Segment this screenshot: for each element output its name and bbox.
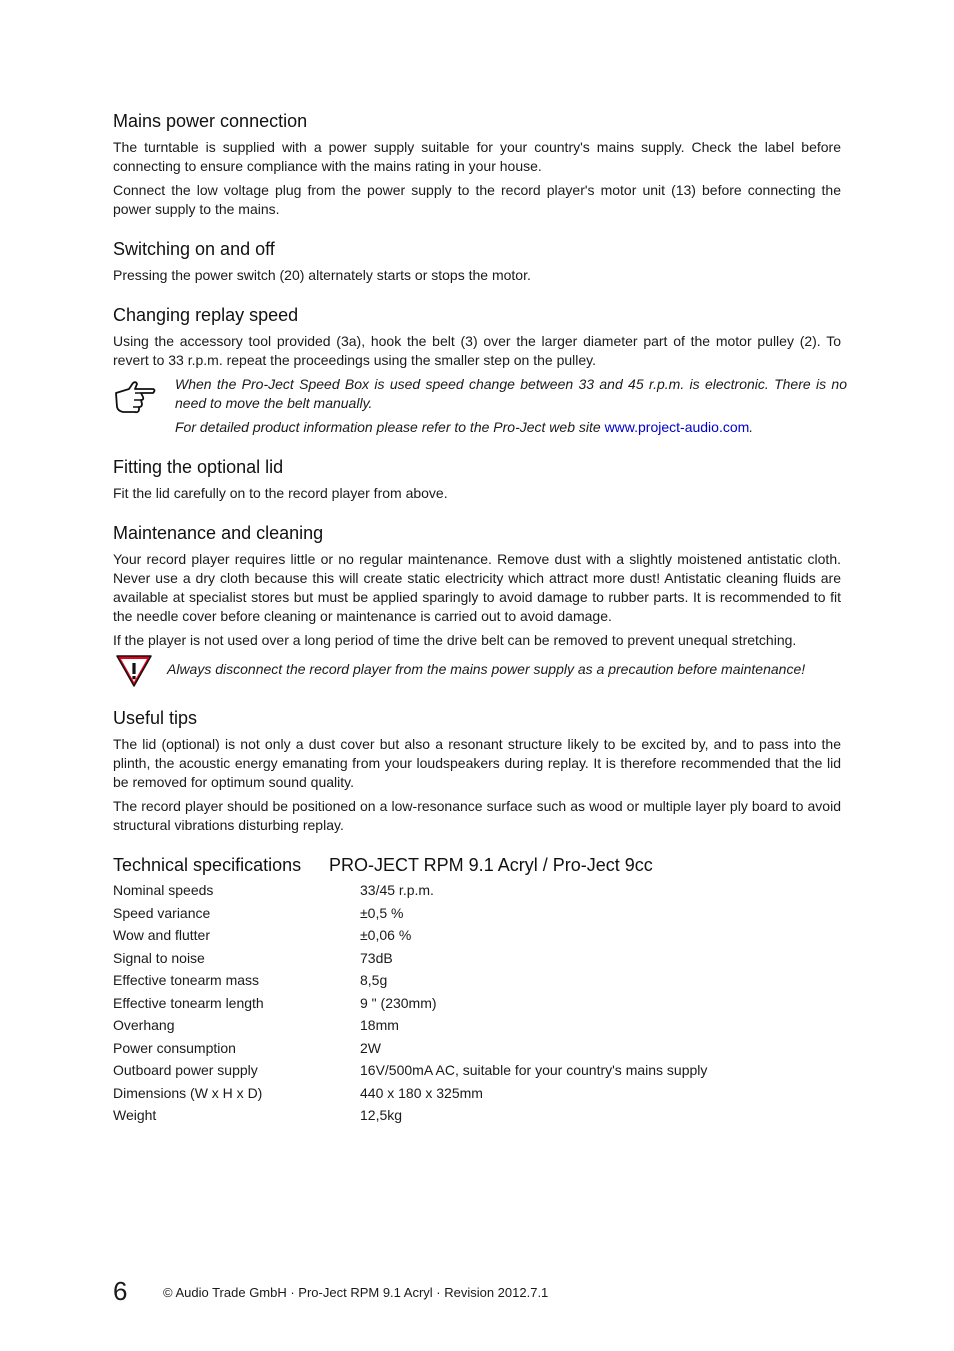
spec-row xyxy=(113,972,707,995)
document-page xyxy=(113,110,847,1149)
website-link[interactable]: www.project-audio.com xyxy=(604,419,750,435)
spec-label: Outboard power supply xyxy=(113,1062,258,1078)
note-text-suffix: . xyxy=(749,419,754,435)
spec-row xyxy=(113,882,707,905)
spec-label: Wow and flutter xyxy=(113,927,211,943)
section-maintenance xyxy=(113,522,841,688)
paragraph: The record player should be positioned on a low-resonance surface such as wood or multiple layer ply board to avoid structural vibrations disturbing replay. xyxy=(113,798,841,833)
heading-lid: Fitting the optional lid xyxy=(113,457,284,477)
paragraph: Connect the low voltage plug from the power supply to the record player's motor unit (13) before connecting the power supply to the mains. xyxy=(113,182,841,217)
note-text-prefix: For detailed product information please refer to the Pro-Ject web site xyxy=(175,419,605,435)
section-mains-power xyxy=(113,110,841,219)
paragraph: The lid (optional) is not only a dust cover but also a resonant structure likely to be excited by, and to pass into the plinth, the acoustic energy emanating from your loudspeakers during replay. It is therefore recommended that the lid be removed for optimum sound quality. xyxy=(113,736,841,790)
spec-label: Power consumption xyxy=(113,1039,236,1056)
spec-row xyxy=(113,927,707,950)
paragraph: If the player is not used over a long period of time the drive belt can be removed to prevent unequal stretching. xyxy=(113,632,797,648)
note-box xyxy=(113,375,847,437)
note-text: When the Pro-Ject Speed Box is used speed change between 33 and 45 r.p.m. is electronic. There is no need to move the belt manually. xyxy=(175,376,847,411)
spec-value: 440 x 180 x 325mm xyxy=(360,1084,483,1101)
spec-row xyxy=(113,950,707,973)
spec-heading-label: Technical specifications xyxy=(113,855,302,875)
spec-label: Dimensions (W x H x D) xyxy=(113,1084,263,1101)
spec-value: 8,5g xyxy=(360,972,388,988)
spec-value: 18mm xyxy=(360,1017,399,1033)
spec-row xyxy=(113,995,707,1018)
paragraph: The turntable is supplied with a power supply suitable for your country's mains supply. Check the label before connecting to ensure compliance with the mains rating in your house. xyxy=(113,139,841,174)
spec-value: 16V/500mA AC, suitable for your country's mains supply xyxy=(360,1062,708,1078)
page-number: 6 xyxy=(113,1276,128,1306)
spec-value: 2W xyxy=(360,1039,381,1056)
warning-box xyxy=(113,658,851,688)
spec-row xyxy=(113,1040,707,1063)
spec-value: 73dB xyxy=(360,949,393,966)
paragraph: Using the accessory tool provided (3a), hook the belt (3) over the larger diameter part of the motor pulley (2). To revert to 33 r.p.m. repeat the proceedings using the smaller step on the pulley. xyxy=(113,333,841,368)
heading-switching: Switching on and off xyxy=(113,239,275,259)
heading-replay-speed: Changing replay speed xyxy=(113,305,299,325)
spec-table xyxy=(113,882,707,1130)
spec-value: ±0,5 % xyxy=(360,904,404,921)
heading-mains-power: Mains power connection xyxy=(113,111,308,131)
section-useful-tips xyxy=(113,707,841,835)
spec-row xyxy=(113,1062,707,1085)
spec-row xyxy=(113,905,707,928)
spec-value: 9 " (230mm) xyxy=(360,994,437,1011)
footer-text: © Audio Trade GmbH · Pro-Ject RPM 9.1 Acryl · Revision 2012.7.1 xyxy=(163,1285,549,1300)
heading-useful-tips: Useful tips xyxy=(113,708,198,728)
paragraph: Fit the lid carefully on to the record player from above. xyxy=(113,485,448,501)
spec-row xyxy=(113,1085,707,1108)
spec-label: Effective tonearm length xyxy=(113,994,264,1011)
spec-model-name: PRO-JECT RPM 9.1 Acryl / Pro-Ject 9cc xyxy=(329,855,653,875)
page-footer xyxy=(113,1276,548,1306)
heading-specifications xyxy=(113,854,841,876)
section-switching xyxy=(113,238,841,285)
spec-label: Effective tonearm mass xyxy=(113,972,260,988)
spec-value: ±0,06 % xyxy=(360,927,412,943)
section-replay-speed xyxy=(113,304,847,437)
spec-label: Overhang xyxy=(113,1017,175,1033)
paragraph: Pressing the power switch (20) alternately starts or stops the motor. xyxy=(113,267,531,283)
heading-maintenance: Maintenance and cleaning xyxy=(113,523,324,543)
pointing-hand-icon xyxy=(113,379,157,415)
spec-value: 33/45 r.p.m. xyxy=(360,882,434,898)
spec-label: Signal to noise xyxy=(113,949,205,966)
section-specifications xyxy=(113,854,841,1130)
warning-triangle-icon xyxy=(115,654,153,688)
spec-label: Nominal speeds xyxy=(113,882,214,898)
spec-label: Weight xyxy=(113,1107,157,1123)
section-lid xyxy=(113,456,841,503)
spec-label: Speed variance xyxy=(113,904,211,921)
warning-text: Always disconnect the record player from the mains power supply as a precaution before maintenance! xyxy=(167,661,806,677)
spec-row xyxy=(113,1017,707,1040)
note-text xyxy=(175,418,847,437)
spec-value: 12,5kg xyxy=(360,1107,403,1123)
spec-row xyxy=(113,1107,707,1130)
paragraph: Your record player requires little or no regular maintenance. Remove dust with a slightly moistened antistatic cloth. Never use a dry cloth because this will create static electricity which attract more dust! Antistatic cleaning fluids are available at specialist stores but must be applied sparingly to avoid damage to rubber parts. It is recommended to fit the needle cover before cleaning or maintenance is carried out to avoid damage. xyxy=(113,551,841,624)
